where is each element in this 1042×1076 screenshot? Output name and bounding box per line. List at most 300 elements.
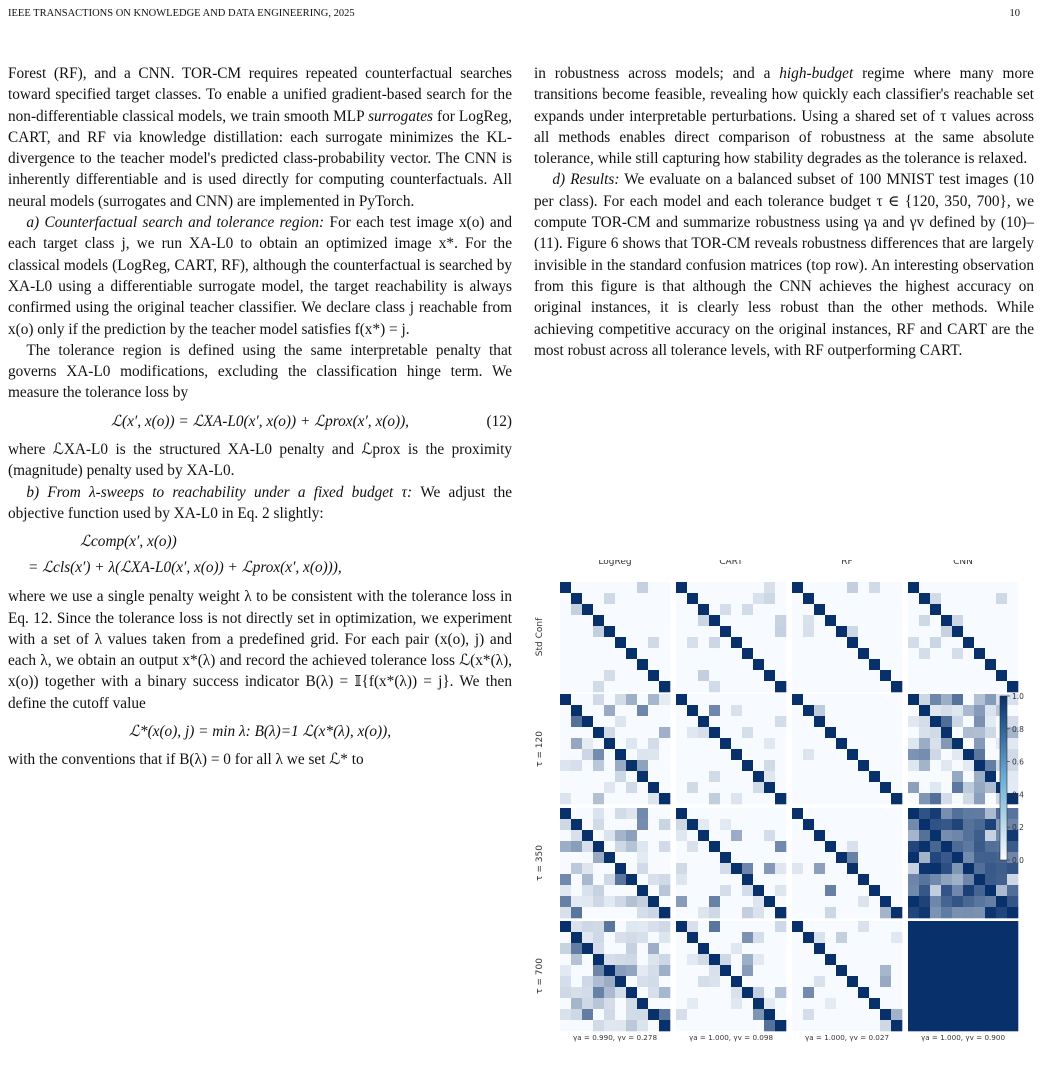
heatmap-cell <box>593 932 604 943</box>
heatmap-cell <box>836 819 847 830</box>
heatmap-cell <box>963 921 974 932</box>
heatmap-cell <box>985 760 996 771</box>
heatmap-cell <box>952 738 963 749</box>
heatmap-cell <box>687 943 698 954</box>
heatmap-cell <box>582 604 593 615</box>
heatmap-cell <box>775 659 786 670</box>
heatmap-cell <box>637 694 648 705</box>
heatmap-cell <box>974 705 985 716</box>
heatmap-cell <box>963 604 974 615</box>
heatmap-cell <box>753 921 764 932</box>
heatmap-cell <box>582 615 593 626</box>
heatmap-cell <box>615 771 626 782</box>
heatmap-cell <box>1007 648 1018 659</box>
heatmap-cell <box>836 694 847 705</box>
heatmap-cell <box>847 659 858 670</box>
heatmap-cell <box>847 896 858 907</box>
heatmap-cell <box>858 874 869 885</box>
heatmap-cell <box>847 863 858 874</box>
heatmap-cell <box>996 1009 1007 1020</box>
heatmap-cell <box>764 896 775 907</box>
heatmap-cell <box>593 738 604 749</box>
equation-cutoff: ℒ*(x(o), j) = min λ: B(λ)=1 ℒ(x*(λ), x(o)), <box>128 723 392 741</box>
heatmap-cell <box>891 808 902 819</box>
heatmap-cell <box>963 943 974 954</box>
heatmap-cell <box>814 885 825 896</box>
heatmap-cell <box>698 604 709 615</box>
heatmap-cell <box>930 593 941 604</box>
heatmap-cell <box>626 705 637 716</box>
heatmap-cell <box>847 819 858 830</box>
heatmap-cell <box>930 705 941 716</box>
heatmap-cell <box>698 637 709 648</box>
heatmap-cell <box>560 593 571 604</box>
heatmap-cell <box>764 637 775 648</box>
heatmap-cell <box>908 727 919 738</box>
heatmap-cell <box>775 830 786 841</box>
heatmap-cell <box>582 648 593 659</box>
heatmap-cell <box>764 760 775 771</box>
heatmap-cell <box>753 681 764 692</box>
heatmap-cell <box>891 841 902 852</box>
heatmap-cell <box>880 954 891 965</box>
heatmap-cell <box>659 793 670 804</box>
heatmap-cell <box>637 808 648 819</box>
heatmap-cell <box>919 1009 930 1020</box>
heatmap-cell <box>1007 681 1018 692</box>
heatmap-cell <box>676 976 687 987</box>
heatmap-cell <box>720 738 731 749</box>
heatmap-cell <box>615 808 626 819</box>
heatmap-cell <box>753 874 764 885</box>
heatmap-cell <box>996 863 1007 874</box>
heatmap-cell <box>676 749 687 760</box>
heatmap-cell <box>858 648 869 659</box>
heatmap-cell <box>764 582 775 593</box>
heatmap-cell <box>930 852 941 863</box>
heatmap-cell <box>604 648 615 659</box>
heatmap-cell <box>985 932 996 943</box>
heatmap-cell <box>604 1020 615 1031</box>
heatmap-cell <box>847 793 858 804</box>
heatmap-cell <box>836 615 847 626</box>
heatmap-cell <box>593 852 604 863</box>
heatmap-cell <box>908 830 919 841</box>
heatmap-cell <box>582 863 593 874</box>
heatmap-cell <box>919 885 930 896</box>
heatmap-cell <box>593 863 604 874</box>
heatmap-cell <box>709 954 720 965</box>
heatmap-cell <box>648 648 659 659</box>
heatmap-cell <box>731 987 742 998</box>
heatmap-cell <box>753 782 764 793</box>
heatmap-cell <box>593 749 604 760</box>
heatmap-cell <box>676 593 687 604</box>
heatmap-cell <box>615 615 626 626</box>
heatmap-cell <box>626 615 637 626</box>
heatmap-cell <box>687 727 698 738</box>
heatmap-cell <box>1007 943 1018 954</box>
heatmap-cell <box>880 694 891 705</box>
heatmap-cell <box>659 705 670 716</box>
heatmap-cell <box>974 593 985 604</box>
heatmap-cell <box>720 830 731 841</box>
heatmap-cell <box>1007 932 1018 943</box>
heatmap-cell <box>974 907 985 918</box>
heatmap-cell <box>571 659 582 670</box>
heatmap-cell <box>571 760 582 771</box>
heatmap-cell <box>836 670 847 681</box>
heatmap-cell <box>1007 976 1018 987</box>
heatmap-cell <box>836 626 847 637</box>
heatmap-cell <box>571 793 582 804</box>
heatmap-cell <box>753 771 764 782</box>
heatmap-cell <box>858 727 869 738</box>
heatmap-cell <box>792 670 803 681</box>
heatmap-cell <box>952 716 963 727</box>
heatmap-cell <box>709 863 720 874</box>
heatmap-cell <box>858 626 869 637</box>
heatmap-cell <box>648 670 659 681</box>
heatmap-cell <box>560 705 571 716</box>
heatmap-cell <box>775 921 786 932</box>
heatmap-cell <box>952 648 963 659</box>
heatmap-cell <box>659 819 670 830</box>
heatmap-cell <box>847 716 858 727</box>
heatmap-cell <box>687 965 698 976</box>
heatmap-cell <box>560 659 571 670</box>
heatmap-cell <box>814 830 825 841</box>
heatmap-cell <box>676 670 687 681</box>
heatmap-cell <box>869 705 880 716</box>
page-header <box>8 8 1020 22</box>
heatmap-cell <box>604 830 615 841</box>
heatmap-cell <box>698 727 709 738</box>
heatmap-cell <box>825 705 836 716</box>
heatmap-cell <box>648 705 659 716</box>
heatmap-cell <box>720 749 731 760</box>
heatmap-cell <box>593 670 604 681</box>
heatmap-cell <box>676 808 687 819</box>
heatmap-cell <box>880 615 891 626</box>
heatmap-cell <box>919 987 930 998</box>
heatmap-cell <box>698 771 709 782</box>
heatmap-cell <box>720 582 731 593</box>
heatmap-cell <box>803 782 814 793</box>
heatmap-cell <box>825 670 836 681</box>
heatmap-cell <box>974 808 985 819</box>
heatmap-cell <box>919 841 930 852</box>
heatmap-cell <box>792 921 803 932</box>
heatmap-cell <box>698 976 709 987</box>
heatmap-cell <box>775 874 786 885</box>
heatmap-cell <box>985 907 996 918</box>
heatmap-cell <box>615 830 626 841</box>
heatmap-cell <box>996 987 1007 998</box>
heatmap-cell <box>637 998 648 1009</box>
heatmap-cell <box>731 670 742 681</box>
heatmap-cell <box>908 987 919 998</box>
heatmap-cell <box>582 907 593 918</box>
heatmap-cell <box>836 874 847 885</box>
heatmap-cell <box>571 771 582 782</box>
heatmap-cell <box>604 808 615 819</box>
heatmap-cell <box>571 987 582 998</box>
heatmap-cell <box>985 604 996 615</box>
heatmap-cell <box>764 604 775 615</box>
heatmap-cell <box>858 659 869 670</box>
heatmap-cell <box>792 615 803 626</box>
heatmap-cell <box>626 885 637 896</box>
heatmap-cell <box>615 694 626 705</box>
heatmap-cell <box>974 793 985 804</box>
heatmap-cell <box>930 749 941 760</box>
heatmap-cell <box>952 965 963 976</box>
heatmap-cell <box>814 987 825 998</box>
heatmap-cell <box>952 615 963 626</box>
heatmap-cell <box>659 626 670 637</box>
heatmap-cell <box>836 987 847 998</box>
heatmap-cell <box>709 841 720 852</box>
heatmap-cell <box>775 1009 786 1020</box>
heatmap-cell <box>764 727 775 738</box>
heatmap-cell <box>742 648 753 659</box>
heatmap-cell <box>869 681 880 692</box>
heatmap-cell <box>775 604 786 615</box>
heatmap-cell <box>880 659 891 670</box>
heatmap-cell <box>764 681 775 692</box>
heatmap-cell <box>985 771 996 782</box>
heatmap-cell <box>753 615 764 626</box>
heatmap-cell <box>803 727 814 738</box>
heatmap-cell <box>571 582 582 593</box>
heatmap-cell <box>891 987 902 998</box>
heatmap-cell <box>753 943 764 954</box>
heatmap-cell <box>560 626 571 637</box>
heatmap-cell <box>648 771 659 782</box>
heatmap-cell <box>582 885 593 896</box>
heatmap-cell <box>731 716 742 727</box>
heatmap-cell <box>963 965 974 976</box>
heatmap-cell <box>1007 998 1018 1009</box>
heatmap-cell <box>764 943 775 954</box>
heatmap-cell <box>814 694 825 705</box>
heatmap-cell <box>963 841 974 852</box>
heatmap-cell <box>720 965 731 976</box>
heatmap-cell <box>825 987 836 998</box>
heatmap-cell <box>952 896 963 907</box>
heatmap-cell <box>626 907 637 918</box>
heatmap-cell <box>648 819 659 830</box>
heatmap-cell <box>659 604 670 615</box>
heatmap-cell <box>836 637 847 648</box>
heatmap-cell <box>764 738 775 749</box>
heatmap-cell <box>753 670 764 681</box>
heatmap-cell <box>908 998 919 1009</box>
heatmap-cell <box>582 808 593 819</box>
heatmap-cell <box>571 907 582 918</box>
heatmap-cell <box>985 808 996 819</box>
heatmap-cell <box>615 943 626 954</box>
heatmap-cell <box>709 705 720 716</box>
heatmap-cell <box>742 681 753 692</box>
heatmap-cell <box>858 637 869 648</box>
heatmap-cell <box>985 716 996 727</box>
heatmap-cell <box>825 896 836 907</box>
heatmap-cell <box>731 943 742 954</box>
heatmap-cell <box>985 841 996 852</box>
heatmap-cell <box>880 885 891 896</box>
heatmap-cell <box>676 604 687 615</box>
paragraph: d) Results: We evaluate on a balanced subset of 100 MNIST test images (10 per class). For each model and each tolerance budget τ ∈ {120, 350, 700}, we compute TOR-CM and summarize robustness using γa and γv defined by (10)–(11). Figure 6 shows that TOR-CM reveals robustness differences that are largely invisible in the standard confusion matrices (top row). An interesting observation from this figure is that although the CNN achieves the highest accuracy on original instances, it is clearly less robust than the other methods. While achieving competitive accuracy on the original instances, RF and CART are the most robust across all tolerance levels, with RF outperforming CART. <box>534 171 1034 359</box>
heatmap-cell <box>615 626 626 637</box>
heatmap-cell <box>626 1020 637 1031</box>
heatmap-cell <box>698 694 709 705</box>
heatmap-cell <box>742 907 753 918</box>
heatmap-cell <box>676 852 687 863</box>
heatmap-cell <box>919 694 930 705</box>
heatmap-cell <box>952 593 963 604</box>
heatmap-cell <box>963 830 974 841</box>
heatmap-cell <box>919 819 930 830</box>
heatmap-cell <box>604 921 615 932</box>
heatmap-cell <box>847 1009 858 1020</box>
heatmap-cell <box>1007 874 1018 885</box>
heatmap-cell <box>941 670 952 681</box>
heatmap-cell <box>803 738 814 749</box>
heatmap-cell <box>571 885 582 896</box>
heatmap-cell <box>593 716 604 727</box>
heatmap-cell <box>648 943 659 954</box>
heatmap-cell <box>814 819 825 830</box>
heatmap-cell <box>709 626 720 637</box>
heatmap-cell <box>974 852 985 863</box>
heatmap-cell <box>974 771 985 782</box>
heatmap-cell <box>974 1009 985 1020</box>
heatmap-cell <box>698 987 709 998</box>
heatmap-cell <box>880 830 891 841</box>
heatmap-cell <box>687 863 698 874</box>
heatmap-cell <box>803 771 814 782</box>
heatmap-cell <box>825 738 836 749</box>
row-label: Std Conf <box>535 617 545 657</box>
heatmap-cell <box>604 943 615 954</box>
heatmap-cell <box>974 885 985 896</box>
heatmap-cell <box>858 771 869 782</box>
heatmap-cell <box>814 1009 825 1020</box>
heatmap-cell <box>626 987 637 998</box>
heatmap-cell <box>908 808 919 819</box>
heatmap-cell <box>698 1020 709 1031</box>
heatmap-cell <box>659 863 670 874</box>
heatmap-cell <box>880 738 891 749</box>
heatmap-cell <box>764 593 775 604</box>
colorbar-tick-label: 0.6 <box>1012 757 1024 767</box>
heatmap-cell <box>891 943 902 954</box>
heatmap-cell <box>753 954 764 965</box>
heatmap-cell <box>792 808 803 819</box>
heatmap-cell <box>891 760 902 771</box>
heatmap-cell <box>803 716 814 727</box>
heatmap-cell <box>930 681 941 692</box>
heatmap-cell <box>560 637 571 648</box>
heatmap-cell <box>952 626 963 637</box>
heatmap-cell <box>764 998 775 1009</box>
heatmap-cell <box>803 793 814 804</box>
paragraph: a) Counterfactual search and tolerance region: For each test image x(o) and each target class j, we run XA-L0 to obtain an optimized image x*. For the classical models (LogReg, CART, RF), although the counterfactual is searched by XA-L0 using a differentiable surrogate model, the target reachability is always confirmed using the original teacher classifier. We declare class j reachable from x(o) only if the prediction by the teacher model satisfies f(x*) = j. <box>8 214 512 338</box>
heatmap-cell <box>858 896 869 907</box>
heatmap-cell <box>764 921 775 932</box>
heatmap-cell <box>604 932 615 943</box>
heatmap-cell <box>742 863 753 874</box>
heatmap-cell <box>919 932 930 943</box>
heatmap-cell <box>919 760 930 771</box>
heatmap-cell <box>637 863 648 874</box>
heatmap-cell <box>753 830 764 841</box>
heatmap-cell <box>560 921 571 932</box>
heatmap-cell <box>709 976 720 987</box>
heatmap-cell <box>858 830 869 841</box>
heatmap-cell <box>593 582 604 593</box>
heatmap-cell <box>731 874 742 885</box>
heatmap-cell <box>891 932 902 943</box>
heatmap-cell <box>720 976 731 987</box>
heatmap-cell <box>908 1009 919 1020</box>
heatmap-cell <box>571 1020 582 1031</box>
heatmap-cell <box>974 819 985 830</box>
heatmap-cell <box>753 626 764 637</box>
heatmap-cell <box>930 808 941 819</box>
heatmap-cell <box>952 1009 963 1020</box>
row-label: τ = 350 <box>535 845 545 881</box>
heatmap-cell <box>742 738 753 749</box>
heatmap-cell <box>775 681 786 692</box>
heatmap-cell <box>880 716 891 727</box>
heatmap-cell <box>775 648 786 659</box>
heatmap-cell <box>731 841 742 852</box>
heatmap-cell <box>698 705 709 716</box>
heatmap-cell <box>814 593 825 604</box>
heatmap-cell <box>952 681 963 692</box>
heatmap-cell <box>996 659 1007 670</box>
heatmap-cell <box>891 615 902 626</box>
heatmap-cell <box>941 593 952 604</box>
heatmap-cell <box>560 863 571 874</box>
heatmap-cell <box>648 782 659 793</box>
heatmap-cell <box>941 604 952 615</box>
heatmap-cell <box>847 648 858 659</box>
heatmap-cell <box>731 771 742 782</box>
heatmap-cell <box>709 943 720 954</box>
row-label: τ = 700 <box>535 958 545 994</box>
heatmap-cell <box>792 626 803 637</box>
heatmap-cell <box>952 987 963 998</box>
heatmap-cell <box>908 738 919 749</box>
heatmap-cell <box>974 582 985 593</box>
heatmap-cell <box>930 932 941 943</box>
heatmap-cell <box>803 626 814 637</box>
heatmap-cell <box>560 604 571 615</box>
heatmap-cell <box>941 896 952 907</box>
heatmap-cell <box>836 705 847 716</box>
colorbar-tick-label: 0.0 <box>1012 856 1024 865</box>
heatmap-cell <box>775 976 786 987</box>
heatmap-cell <box>825 852 836 863</box>
heatmap-cell <box>709 932 720 943</box>
heatmap-cell <box>687 921 698 932</box>
heatmap-cell <box>615 852 626 863</box>
heatmap-cell <box>974 626 985 637</box>
